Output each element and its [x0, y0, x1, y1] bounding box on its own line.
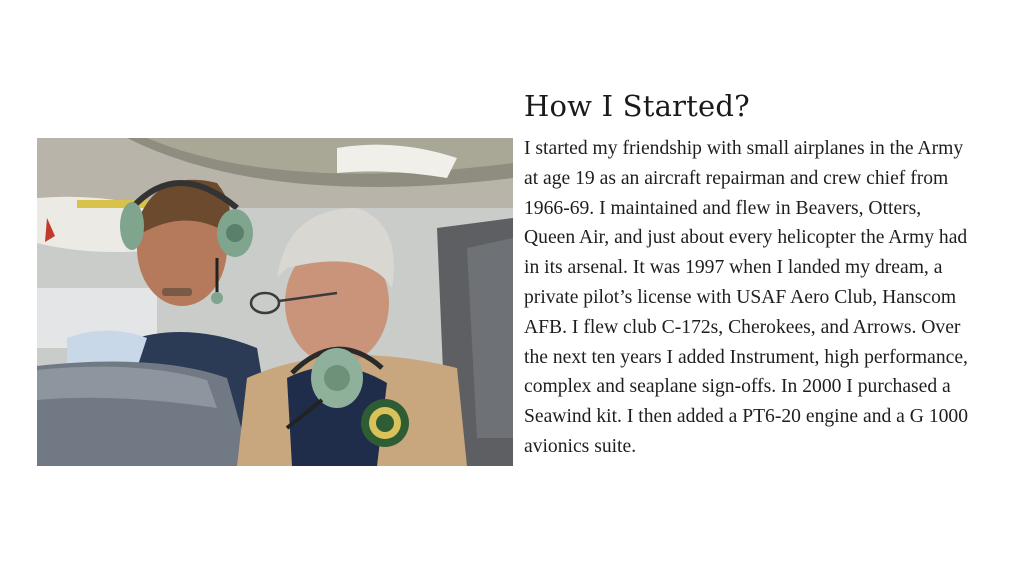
section-heading: How I Started?	[524, 89, 750, 123]
section-body-text: I started my friendship with small airplanes in the Army at age 19 as an aircraft repairman and crew chief from 1966-69. I maintained and flew in Beavers, Otters, Queen Air, and just about every helicopter the Army had in its arsenal. It was 1997 when I landed my dream, a private pilot’s license with USAF Aero Club, Hanscom AFB. I flew club C-172s, Cherokees, and Arrows. Over the next ten years I added Instrument, high performance, complex and seaplane sign-offs. In 2000 I purchased a Seawind kit. I then added a PT6-20 engine and a G 1000 avionics suite.	[524, 138, 969, 457]
pilots-photo	[37, 138, 513, 466]
